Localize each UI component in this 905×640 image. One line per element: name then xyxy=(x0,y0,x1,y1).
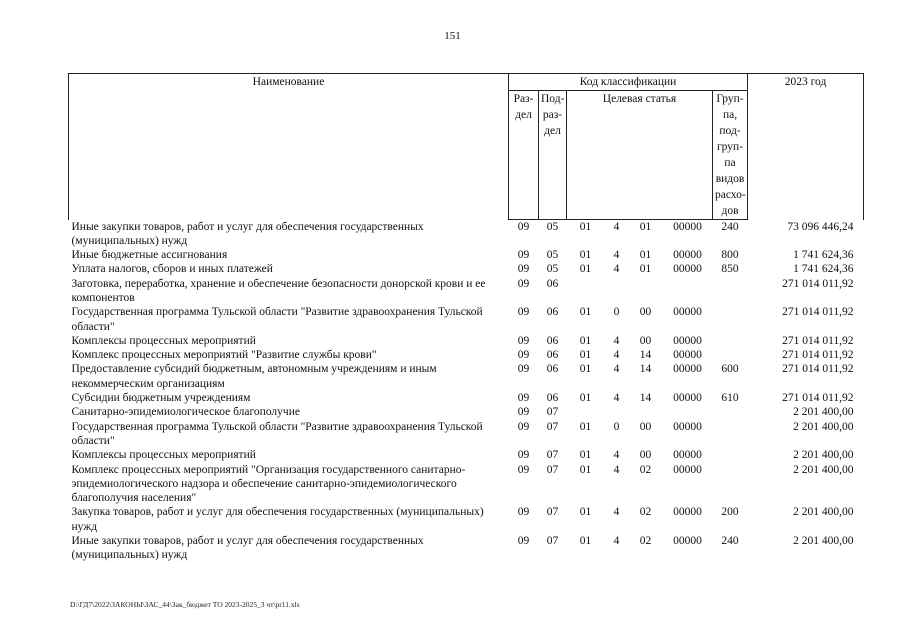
row-target-type xyxy=(605,405,629,419)
row-section: 09 xyxy=(517,349,530,362)
row-subsection: 07 xyxy=(546,420,559,433)
row-target-direction: 00000 xyxy=(673,535,702,548)
row-target-subprogram: 02 xyxy=(639,506,652,519)
row-target-program: 01 xyxy=(579,249,592,262)
row-amount: 2 201 400,00 xyxy=(793,420,854,433)
row-target-type: 4 xyxy=(613,249,620,262)
row-name: Комплекс процессных мероприятий "Развитие службы крови" xyxy=(71,349,377,362)
row-section: 09 xyxy=(517,249,530,262)
row-target-direction: 00000 xyxy=(673,420,702,433)
row-target-type: 0 xyxy=(613,420,620,433)
row-target-subprogram: 14 xyxy=(639,363,652,376)
row-section: 09 xyxy=(517,463,530,476)
row-section: 09 xyxy=(517,306,530,319)
row-target-subprogram: 02 xyxy=(639,463,652,476)
row-section: 09 xyxy=(517,363,530,376)
table-row xyxy=(69,405,864,419)
row-subsection: 07 xyxy=(546,449,559,462)
row-target-direction: 00000 xyxy=(673,306,702,319)
row-name: Иные бюджетные ассигнования xyxy=(71,249,228,262)
row-subsection: 06 xyxy=(546,277,559,290)
table-row xyxy=(69,334,864,348)
row-target-type: 4 xyxy=(613,392,620,405)
row-target-type: 4 xyxy=(613,221,620,233)
row-amount: 1 741 624,36 xyxy=(793,249,854,262)
row-target-type: 4 xyxy=(613,334,620,347)
row-section: 09 xyxy=(517,277,530,290)
row-target-subprogram: 00 xyxy=(639,334,652,347)
row-target-direction xyxy=(663,277,713,306)
row-expense-group xyxy=(713,448,748,462)
row-target-direction: 00000 xyxy=(673,506,702,519)
row-expense-group: 610 xyxy=(721,392,739,405)
row-target-subprogram: 01 xyxy=(639,249,652,262)
row-target-subprogram xyxy=(629,405,663,419)
table-row xyxy=(69,262,864,276)
row-subsection: 06 xyxy=(546,392,559,405)
row-target-direction xyxy=(663,405,713,419)
row-target-direction: 00000 xyxy=(673,392,702,405)
row-target-direction: 00000 xyxy=(673,334,702,347)
row-target-program xyxy=(567,277,605,306)
row-amount: 2 201 400,00 xyxy=(793,506,854,519)
target-article-header: Целевая статья xyxy=(567,91,713,220)
row-subsection: 06 xyxy=(546,363,559,376)
row-name: Заготовка, переработка, хранение и обеспечение безопасности донорской крови и ее компонентов xyxy=(71,277,486,304)
subsection-header: Под- раз- дел xyxy=(539,91,567,220)
row-section: 09 xyxy=(517,406,530,419)
row-target-program: 01 xyxy=(579,506,592,519)
row-section: 09 xyxy=(517,263,530,276)
row-target-program: 01 xyxy=(579,306,592,319)
row-target-type: 4 xyxy=(613,463,620,476)
row-target-type: 4 xyxy=(613,535,620,548)
row-expense-group: 240 xyxy=(721,221,739,233)
row-target-type: 4 xyxy=(613,506,620,519)
row-name: Комплексы процессных мероприятий xyxy=(71,449,256,462)
row-target-subprogram: 02 xyxy=(639,535,652,548)
row-name: Иные закупки товаров, работ и услуг для обеспечения государственных (муниципальных) нужд xyxy=(71,535,424,562)
row-name: Комплексы процессных мероприятий xyxy=(71,334,256,347)
row-amount: 271 014 011,92 xyxy=(782,392,854,405)
row-target-program: 01 xyxy=(579,221,592,233)
row-target-subprogram: 00 xyxy=(639,420,652,433)
file-path: D:\ГД7\2022\ЗАКОНЫ\ЗАС_44\Зак_бюджет ТО 2023-2025_3 чт\pr11.xls xyxy=(70,600,300,609)
row-section: 09 xyxy=(517,221,530,233)
row-target-program: 01 xyxy=(579,334,592,347)
row-target-subprogram: 14 xyxy=(639,392,652,405)
row-target-program: 01 xyxy=(579,420,592,433)
row-subsection: 05 xyxy=(546,263,559,276)
table-row xyxy=(69,277,864,306)
row-name: Закупка товаров, работ и услуг для обеспечения государственных (муниципальных) нужд xyxy=(71,506,484,533)
row-section: 09 xyxy=(517,420,530,433)
table-row xyxy=(69,420,864,449)
row-amount: 2 201 400,00 xyxy=(793,449,854,462)
row-target-subprogram: 14 xyxy=(639,349,652,362)
row-expense-group: 600 xyxy=(721,363,739,376)
row-amount: 2 201 400,00 xyxy=(793,535,854,548)
row-target-direction: 00000 xyxy=(673,349,702,362)
row-target-subprogram: 01 xyxy=(639,263,652,276)
row-expense-group xyxy=(713,348,748,362)
row-section: 09 xyxy=(517,535,530,548)
budget-table xyxy=(68,73,864,563)
row-amount: 271 014 011,92 xyxy=(782,277,854,290)
row-expense-group: 800 xyxy=(721,249,739,262)
row-amount: 2 201 400,00 xyxy=(793,406,854,419)
row-name: Субсидии бюджетным учреждениям xyxy=(71,392,251,405)
table-row xyxy=(69,505,864,534)
row-expense-group: 850 xyxy=(721,263,739,276)
table-row xyxy=(69,348,864,362)
row-name: Государственная программа Тульской области "Развитие здравоохранения Тульской области" xyxy=(71,420,483,447)
row-amount: 271 014 011,92 xyxy=(782,349,854,362)
table-row xyxy=(69,248,864,262)
row-subsection: 07 xyxy=(546,463,559,476)
page-number: 151 xyxy=(444,30,461,42)
row-amount: 271 014 011,92 xyxy=(782,306,854,319)
row-target-type: 4 xyxy=(613,449,620,462)
row-target-direction: 00000 xyxy=(673,263,702,276)
row-subsection: 06 xyxy=(546,334,559,347)
classification-code-header: Код классификации xyxy=(509,74,748,91)
row-target-program: 01 xyxy=(579,449,592,462)
row-target-type: 0 xyxy=(613,306,620,319)
row-amount: 1 741 624,36 xyxy=(793,263,854,276)
row-target-program: 01 xyxy=(579,535,592,548)
section-header: Раз- дел xyxy=(509,91,539,220)
table-row xyxy=(69,305,864,334)
table-row xyxy=(69,534,864,563)
table-row xyxy=(69,463,864,506)
row-target-type: 4 xyxy=(613,263,620,276)
table-row xyxy=(69,391,864,405)
row-name: Иные закупки товаров, работ и услуг для обеспечения государственных (муниципальных) нужд xyxy=(71,220,424,247)
row-target-program: 01 xyxy=(579,463,592,476)
row-name: Государственная программа Тульской области "Развитие здравоохранения Тульской области" xyxy=(71,306,483,333)
row-subsection: 07 xyxy=(546,506,559,519)
row-section: 09 xyxy=(517,334,530,347)
row-target-direction: 00000 xyxy=(673,249,702,262)
name-column-header: Наименование xyxy=(69,74,509,220)
row-target-subprogram: 01 xyxy=(639,221,652,233)
row-target-subprogram: 00 xyxy=(639,449,652,462)
row-subsection: 05 xyxy=(546,249,559,262)
row-expense-group xyxy=(713,405,748,419)
row-amount: 73 096 446,24 xyxy=(787,220,854,233)
row-section: 09 xyxy=(517,449,530,462)
row-subsection: 07 xyxy=(546,406,559,419)
expense-group-header: Груп- па, под- груп- па видов расхо- дов xyxy=(713,91,748,220)
row-expense-group xyxy=(713,334,748,348)
table-row xyxy=(69,220,864,249)
year-column-header: 2023 год xyxy=(748,74,864,220)
row-name: Комплекс процессных мероприятий "Организация государственного санитарно-эпидемиологического надзора и обеспечение санитарно-эпидемиологического благополучия населения" xyxy=(71,463,466,505)
row-section: 09 xyxy=(517,506,530,519)
row-expense-group xyxy=(713,277,748,306)
table-row xyxy=(69,448,864,462)
row-target-type: 4 xyxy=(613,349,620,362)
row-subsection: 06 xyxy=(546,306,559,319)
row-target-type xyxy=(605,277,629,306)
row-target-subprogram: 00 xyxy=(639,306,652,319)
row-name: Санитарно-эпидемиологическое благополучие xyxy=(71,406,300,419)
row-name: Уплата налогов, сборов и иных платежей xyxy=(71,263,273,276)
row-target-direction: 00000 xyxy=(673,363,702,376)
row-target-direction: 00000 xyxy=(673,449,702,462)
row-expense-group xyxy=(713,420,748,449)
table-header xyxy=(69,74,864,220)
row-target-type: 4 xyxy=(613,363,620,376)
row-amount: 2 201 400,00 xyxy=(793,463,854,476)
row-subsection: 06 xyxy=(546,349,559,362)
row-target-direction: 00000 xyxy=(673,463,702,476)
row-subsection: 07 xyxy=(546,535,559,548)
row-target-program: 01 xyxy=(579,349,592,362)
row-target-program: 01 xyxy=(579,263,592,276)
table-body xyxy=(69,220,864,563)
row-expense-group xyxy=(713,305,748,334)
row-subsection: 05 xyxy=(546,221,559,233)
row-target-program: 01 xyxy=(579,363,592,376)
row-expense-group xyxy=(713,463,748,506)
row-target-subprogram xyxy=(629,277,663,306)
row-target-program: 01 xyxy=(579,392,592,405)
row-name: Предоставление субсидий бюджетным, автономным учреждениям и иным некоммерческим организациям xyxy=(71,363,437,390)
row-amount: 271 014 011,92 xyxy=(782,363,854,376)
table-row xyxy=(69,362,864,391)
row-target-direction: 00000 xyxy=(673,221,702,233)
row-expense-group: 200 xyxy=(721,506,739,519)
row-target-program xyxy=(567,405,605,419)
row-section: 09 xyxy=(517,392,530,405)
row-expense-group: 240 xyxy=(721,535,739,548)
row-amount: 271 014 011,92 xyxy=(782,334,854,347)
